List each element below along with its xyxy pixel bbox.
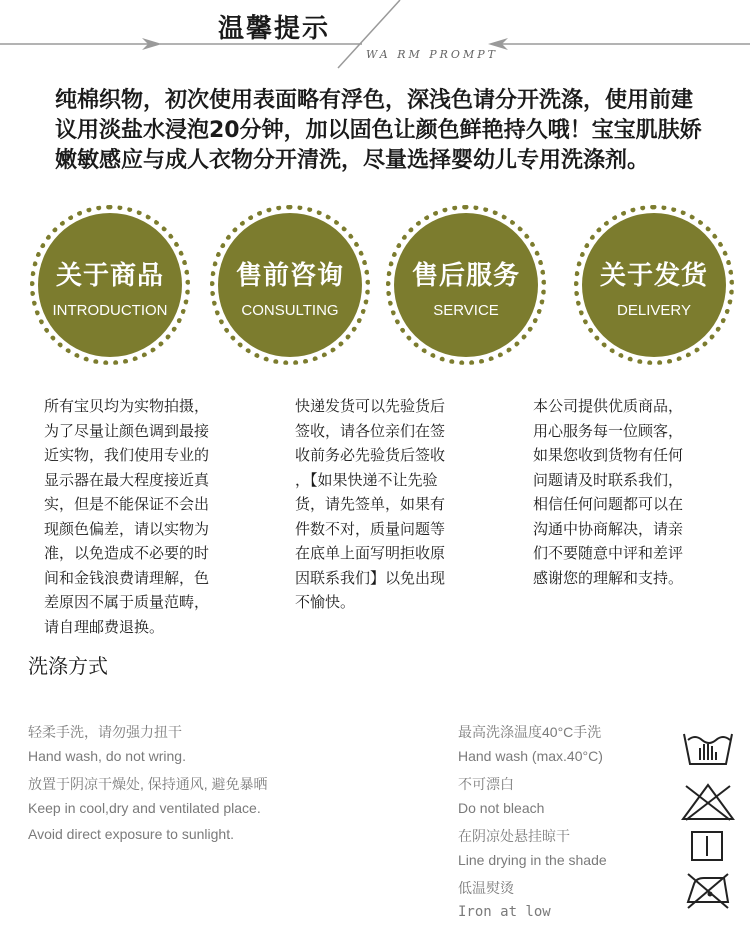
text-line: ，【如果快递不让先验: [295, 470, 438, 489]
circle-service: [394, 213, 538, 357]
column-service: [533, 394, 683, 590]
circle-title: 关于发货: [599, 261, 708, 291]
iron-low-icon: [684, 870, 732, 910]
care-label: Hand wash (max.40°C): [458, 748, 603, 764]
care-label: 低温熨烫: [458, 880, 514, 896]
column-introduction: [44, 394, 209, 639]
care-label: 最高洗涤温度40°C手洗: [458, 724, 602, 740]
wash-section-title: 洗涤方式: [28, 654, 108, 678]
text-line: 沟通中协商解决，请亲: [533, 519, 684, 538]
text-line: 用心服务每一位顾客，: [533, 421, 684, 440]
text-line: 感谢您的理解和支持。: [533, 568, 684, 587]
text-line: 近实物，我们使用专业的: [44, 446, 210, 464]
wash-note: 放置于阴凉干燥处, 保持通风, 避免暴晒: [28, 776, 268, 792]
circle-subtitle: DELIVERY: [617, 302, 691, 319]
text-line: 现颜色偏差，请以实物为: [44, 519, 210, 538]
text-line: 间和金钱浪费请理解，色: [44, 568, 210, 587]
do-not-bleach-icon: [680, 782, 736, 822]
text-line: 所有宝贝均为实物拍摄，: [44, 397, 210, 415]
text-line: 请自理邮费退换。: [44, 617, 165, 636]
column-consulting: [295, 394, 445, 615]
text-line: 本公司提供优质商品，: [533, 397, 684, 415]
text-line: 相信任何问题都可以在: [533, 495, 684, 513]
care-label: 在阴凉处悬挂晾干: [458, 828, 570, 844]
circle-subtitle: CONSULTING: [241, 302, 339, 319]
care-label: Iron at low: [458, 904, 551, 920]
page-title: 温馨提示: [218, 14, 331, 44]
line-dry-icon: [690, 830, 724, 862]
circle-title: 售前咨询: [235, 261, 344, 291]
text-line: 如果您收到货物有任何: [533, 446, 684, 464]
care-label: Line drying in the shade: [458, 852, 607, 868]
circle-title: 关于商品: [55, 261, 164, 291]
text-line: 准，以免造成不必要的时: [44, 544, 210, 562]
circle-title: 售后服务: [411, 261, 520, 291]
text-line: 实，但是不能保证不会出: [44, 495, 210, 513]
text-line: 在底单上面写明拒收原: [295, 544, 446, 562]
text-line: 签收，请各位亲们在签: [295, 421, 446, 440]
circle-delivery: [582, 213, 726, 357]
text-line: 为了尽量让颜色调到最接: [44, 421, 210, 440]
text-line: 不愉快。: [295, 593, 356, 611]
circle-consulting: [218, 213, 362, 357]
text-line: 显示器在最大程度接近真: [44, 470, 210, 489]
care-label: 不可漂白: [458, 776, 514, 792]
wash-note: 轻柔手洗，请勿强力扭干: [28, 724, 182, 740]
circle-introduction: [38, 213, 182, 357]
text-line: 件数不对，质量问题等: [295, 519, 446, 538]
text-line: 差原因不属于质量范畴，: [44, 593, 210, 611]
wash-note: Keep in cool,dry and ventilated place.: [28, 800, 261, 816]
circle-subtitle: INTRODUCTION: [52, 302, 168, 319]
wash-note: Avoid direct exposure to sunlight.: [28, 826, 234, 842]
text-line: 收前务必先验货后签收: [295, 446, 446, 464]
wash-note: Hand wash, do not wring.: [28, 748, 186, 764]
page-subtitle: WA RM PROMPT: [366, 48, 498, 61]
text-line: 快递发货可以先验货后: [295, 397, 446, 415]
text-line: 们不要随意中评和差评: [533, 544, 684, 562]
text-line: 货，请先签单，如果有: [295, 495, 446, 513]
circle-subtitle: SERVICE: [433, 302, 499, 319]
intro-text: 纯棉织物，初次使用表面略有浮色，深浅色请分开洗涤，使用前建议用淡盐水浸泡20分钟，加以固色让颜色鲜艳持久哦！宝宝肌肤娇嫩敏感应与成人衣物分开清洗，尽量选择婴幼儿专用洗涤剂。: [55, 88, 702, 173]
text-line: 因联系我们】以免出现: [295, 568, 446, 587]
text-line: 问题请及时联系我们，: [533, 470, 684, 489]
hand-wash-icon: [682, 726, 734, 770]
care-label: Do not bleach: [458, 800, 545, 816]
